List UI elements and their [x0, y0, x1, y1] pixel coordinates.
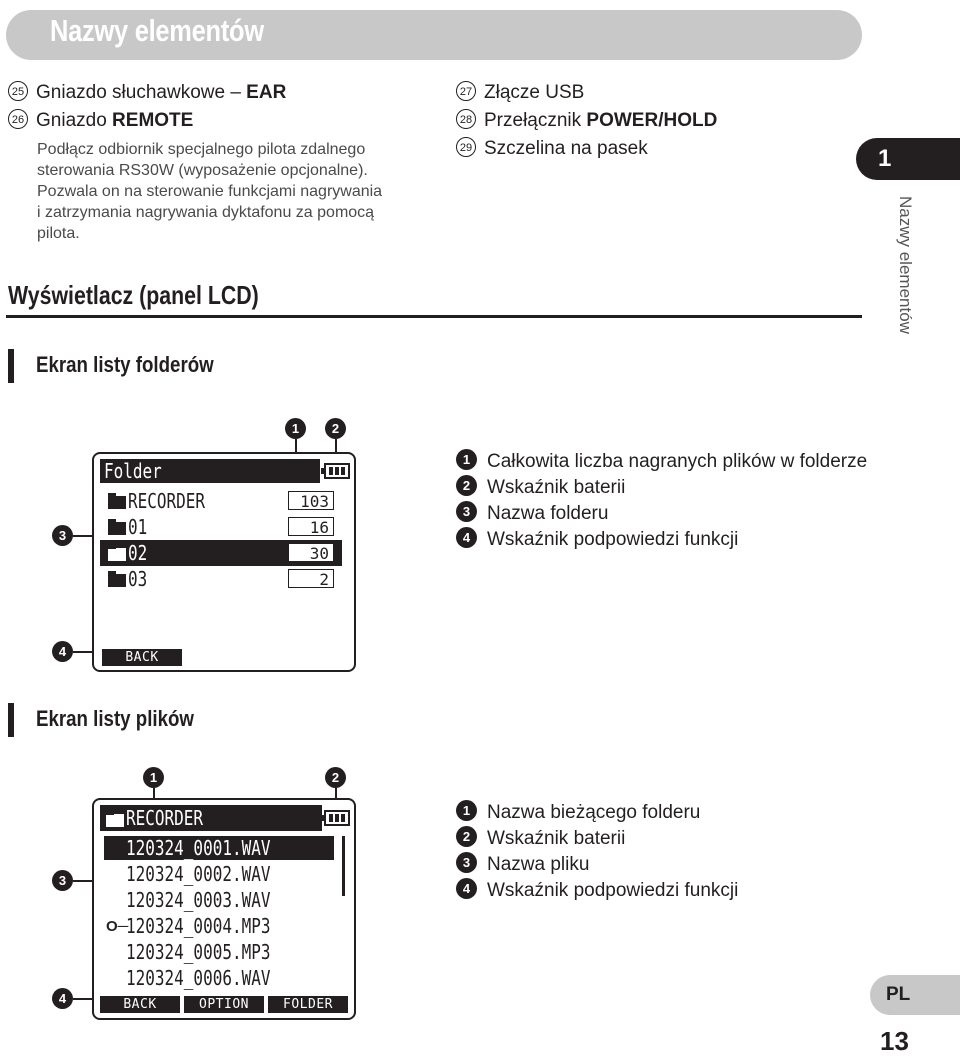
file-name: 120324_0006.WAV	[126, 966, 271, 990]
chapter-number-tab: 1	[856, 138, 960, 180]
legend-item	[456, 852, 738, 878]
legend-text: Wskaźnik baterii	[487, 828, 626, 849]
file-legend	[456, 800, 738, 904]
part-item-27	[456, 82, 584, 104]
description-line: Pozwala on na sterowanie funkcjami nagrywania	[37, 183, 383, 200]
callout-4: 4	[52, 988, 73, 1009]
list-item[interactable]	[100, 566, 340, 592]
folder-icon	[108, 522, 126, 535]
legend-item	[456, 527, 867, 553]
list-item[interactable]	[104, 862, 334, 886]
file-name: 120324_0005.MP3	[126, 940, 271, 964]
section-rule	[6, 315, 862, 318]
legend-text: Całkowita liczba nagranych plików w folderze	[487, 451, 868, 472]
callout-2: 2	[325, 418, 346, 439]
list-item-selected[interactable]	[100, 540, 338, 566]
legend-text: Nazwa pliku	[487, 854, 590, 875]
callout-4: 4	[52, 641, 73, 662]
callout-3: 3	[52, 870, 73, 891]
lcd-title: Folder	[104, 459, 162, 483]
list-item[interactable]	[100, 488, 340, 514]
battery-icon	[324, 463, 350, 479]
back-button[interactable]: BACK	[102, 649, 182, 666]
file-count: 30	[288, 543, 334, 562]
callout-1: 1	[285, 418, 306, 439]
file-name: 120324_0001.WAV	[126, 836, 271, 860]
description-line: i zatrzymania nagrywania dyktafonu za pomocą	[37, 204, 375, 221]
page-title: Nazwy elementów	[50, 13, 264, 48]
description-line: pilota.	[37, 225, 80, 242]
subsection-marker	[8, 703, 14, 737]
part-item-29	[456, 138, 648, 160]
legend-number: 3	[456, 852, 477, 873]
legend-text: Nazwa bieżącego folderu	[487, 802, 701, 823]
remote-description	[37, 139, 382, 244]
description-line: Podłącz odbiornik specjalnego pilota zdalnego	[37, 141, 366, 158]
legend-number: 1	[456, 449, 477, 470]
legend-item	[456, 826, 738, 852]
part-item-25	[8, 82, 286, 104]
legend-text: Nazwa folderu	[487, 503, 609, 524]
file-list-figure	[0, 760, 440, 1030]
list-item[interactable]	[104, 940, 334, 964]
folder-name: RECORDER	[128, 489, 206, 513]
legend-number: 4	[456, 527, 477, 548]
part-label: Szczelina na pasek	[484, 138, 648, 159]
legend-item	[456, 475, 867, 501]
list-item[interactable]	[104, 888, 334, 912]
lcd-folder-list	[92, 452, 356, 672]
part-number: 26	[8, 109, 28, 129]
file-name: 120324_0003.WAV	[126, 888, 271, 912]
part-label: Złącze USB	[484, 82, 585, 103]
folder-icon	[108, 496, 126, 509]
chapter-label: Nazwy elementów	[896, 196, 915, 334]
folder-name: 02	[128, 541, 148, 565]
folder-icon	[108, 574, 126, 587]
part-label-bold: REMOTE	[112, 110, 194, 131]
file-count: 103	[288, 491, 334, 510]
part-number: 27	[456, 81, 476, 101]
list-item[interactable]	[100, 514, 340, 540]
callout-3: 3	[52, 525, 73, 546]
legend-number: 2	[456, 826, 477, 847]
description-line: sterowania RS30W (wyposażenie opcjonalne).	[37, 162, 368, 179]
part-number: 29	[456, 137, 476, 157]
legend-item	[456, 878, 738, 904]
legend-item	[456, 800, 738, 826]
legend-number: 3	[456, 501, 477, 522]
section-title: Wyświetlacz (panel LCD)	[8, 280, 259, 310]
back-button[interactable]: BACK	[100, 996, 180, 1013]
legend-item	[456, 501, 867, 527]
file-count: 2	[288, 569, 334, 588]
language-badge: PL	[870, 975, 960, 1015]
folder-icon	[108, 548, 126, 561]
list-item[interactable]	[104, 914, 334, 938]
legend-text: Wskaźnik baterii	[487, 477, 626, 498]
legend-number: 1	[456, 800, 477, 821]
legend-text: Wskaźnik podpowiedzi funkcji	[487, 529, 739, 550]
folder-icon	[106, 814, 124, 827]
part-label: Gniazdo	[36, 110, 113, 131]
legend-number: 4	[456, 878, 477, 899]
file-name: 120324_0002.WAV	[126, 862, 271, 886]
file-count: 16	[288, 517, 334, 536]
part-number: 28	[456, 109, 476, 129]
list-item-selected[interactable]	[104, 836, 334, 860]
part-label: Przełącznik	[484, 110, 587, 131]
subsection-marker	[8, 349, 14, 383]
folder-legend	[456, 449, 867, 553]
page-number: 13	[880, 1026, 909, 1056]
part-label-bold: POWER/HOLD	[586, 110, 718, 131]
part-label-bold: EAR	[246, 82, 287, 103]
list-item[interactable]	[104, 966, 334, 990]
folder-name: 01	[128, 515, 148, 539]
scrollbar[interactable]	[338, 540, 342, 566]
legend-number: 2	[456, 475, 477, 496]
folder-list-figure	[0, 410, 440, 680]
subsection-title-file-list: Ekran listy plików	[36, 706, 194, 731]
key-icon: O─	[106, 918, 129, 935]
folder-button[interactable]: FOLDER	[268, 996, 348, 1013]
part-number: 25	[8, 81, 28, 101]
option-button[interactable]: OPTION	[184, 996, 264, 1013]
lcd-title: RECORDER	[126, 806, 204, 830]
legend-text: Wskaźnik podpowiedzi funkcji	[487, 880, 739, 901]
legend-item	[456, 449, 867, 475]
file-name: 120324_0004.MP3	[126, 914, 271, 938]
callout-2: 2	[325, 767, 346, 788]
lcd-file-list	[92, 798, 356, 1020]
battery-icon	[324, 810, 350, 826]
part-label: Gniazdo słuchawkowe –	[36, 82, 247, 103]
callout-1: 1	[143, 767, 164, 788]
scrollbar[interactable]	[342, 836, 345, 896]
part-item-26	[8, 110, 193, 132]
folder-name: 03	[128, 567, 148, 591]
part-item-28	[456, 110, 717, 132]
subsection-title-folder-list: Ekran listy folderów	[36, 352, 214, 377]
